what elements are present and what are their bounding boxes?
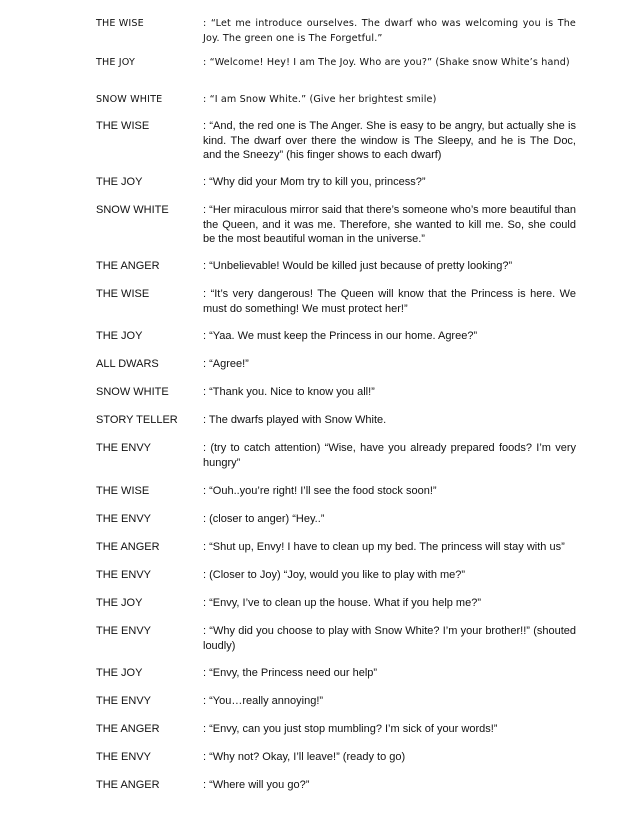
dialogue-text: : “Why not? Okay, I’ll leave!” (ready to go) [203, 751, 406, 763]
dialogue-text: : “Why did your Mom try to kill you, princess?” [203, 176, 426, 188]
dialogue-line [96, 259, 576, 274]
dialogue-text: : “And, the red one is The Anger. She is easy to be angry, but actually she is kind. The dwarf over there the window is The Sleepy, and he is The Doc, and the Sneezy” (his finger shows to each dwarf) [203, 120, 576, 161]
dialogue-line [96, 93, 576, 108]
dialogue-text: : “Shut up, Envy! I have to clean up my bed. The princess will stay with us” [203, 541, 565, 553]
speaker-name: THE JOY [96, 667, 143, 679]
dialogue-line [96, 17, 576, 46]
speaker-name: THE ENVY [96, 751, 152, 763]
dialogue-text: : (Closer to Joy) “Joy, would you like to play with me?” [203, 569, 466, 581]
dialogue-line [96, 750, 576, 765]
dialogue-line [96, 329, 576, 344]
dialogue-text: : “Where will you go?” [203, 779, 310, 791]
dialogue-text: : “Let me introduce ourselves. The dwarf who was welcoming you is The Joy. The green one is The Forgetful.” [203, 18, 576, 44]
speaker-name: STORY TELLER [96, 414, 178, 426]
dialogue-line [96, 568, 576, 583]
dialogue-text: : “You…really annoying!” [203, 695, 324, 707]
dialogue-line [96, 666, 576, 681]
speaker-name: THE WISE [96, 485, 150, 497]
dialogue-line [96, 778, 576, 793]
dialogue-line [96, 540, 576, 555]
speaker-name: SNOW WHITE [96, 386, 169, 398]
speaker-name: SNOW WHITE [96, 204, 169, 216]
dialogue-text: : (try to catch attention) “Wise, have you already prepared foods? I’m very hungry” [203, 442, 576, 469]
speaker-name: THE ENVY [96, 513, 152, 525]
speaker-name: ALL DWARS [96, 358, 159, 370]
dialogue-line [96, 413, 576, 428]
speaker-name: THE JOY [96, 176, 143, 188]
speaker-name: SNOW WHITE [96, 94, 163, 105]
dialogue-text: : “Her miraculous mirror said that there’s someone who’s more beautiful than the Queen, and it was me. Therefore, she wanted to kill me. So, she could be the most beautiful woman in the universe.” [203, 204, 576, 245]
dialogue-text: : “Ouh..you’re right! I’ll see the food stock soon!” [203, 485, 437, 497]
dialogue-line [96, 484, 576, 499]
dialogue-text: : “Envy, I’ve to clean up the house. What if you help me?” [203, 597, 481, 609]
speaker-name: THE ENVY [96, 625, 152, 637]
speaker-name: THE ENVY [96, 442, 152, 454]
dialogue-text: : “Envy, the Princess need our help” [203, 667, 378, 679]
speaker-name: THE ENVY [96, 695, 152, 707]
speaker-name: THE JOY [96, 57, 135, 68]
speaker-name: THE ENVY [96, 569, 152, 581]
dialogue-line [96, 287, 576, 316]
dialogue-line [96, 722, 576, 737]
speaker-name: THE JOY [96, 597, 143, 609]
dialogue-text: : “Unbelievable! Would be killed just because of pretty looking?” [203, 260, 513, 272]
speaker-name: THE WISE [96, 120, 150, 132]
dialogue-text: : “Welcome! Hey! I am The Joy. Who are you?” (Shake snow White’s hand) [203, 57, 570, 68]
dialogue-text: : “Why did you choose to play with Snow White? I’m your brother!!” (shouted loudly) [203, 625, 576, 652]
dialogue-line [96, 56, 576, 71]
dialogue-line [96, 175, 576, 190]
dialogue-text: : “Agree!” [203, 358, 249, 370]
dialogue-line [96, 624, 576, 653]
speaker-name: THE JOY [96, 330, 143, 342]
dialogue-line [96, 357, 576, 372]
dialogue-line [96, 694, 576, 709]
dialogue-text: : The dwarfs played with Snow White. [203, 414, 387, 426]
dialogue-text: : “Yaa. We must keep the Princess in our home. Agree?” [203, 330, 478, 342]
dialogue-line [96, 385, 576, 400]
dialogue-line [96, 596, 576, 611]
dialogue-text: : (closer to anger) “Hey..” [203, 513, 325, 525]
speaker-name: THE WISE [96, 288, 150, 300]
dialogue-line [96, 203, 576, 247]
dialogue-line [96, 512, 576, 527]
dialogue-text: : “It’s very dangerous! The Queen will know that the Princess is here. We must do something! We must protect her!” [203, 288, 576, 315]
dialogue-text: : “Thank you. Nice to know you all!” [203, 386, 375, 398]
speaker-name: THE ANGER [96, 260, 160, 272]
dialogue-line [96, 119, 576, 163]
dialogue-text: : “Envy, can you just stop mumbling? I’m sick of your words!” [203, 723, 498, 735]
dialogue-text: : “I am Snow White.” (Give her brightest smile) [203, 94, 437, 105]
dialogue-line [96, 441, 576, 470]
speaker-name: THE ANGER [96, 541, 160, 553]
speaker-name: THE WISE [96, 18, 144, 29]
speaker-name: THE ANGER [96, 723, 160, 735]
speaker-name: THE ANGER [96, 779, 160, 791]
